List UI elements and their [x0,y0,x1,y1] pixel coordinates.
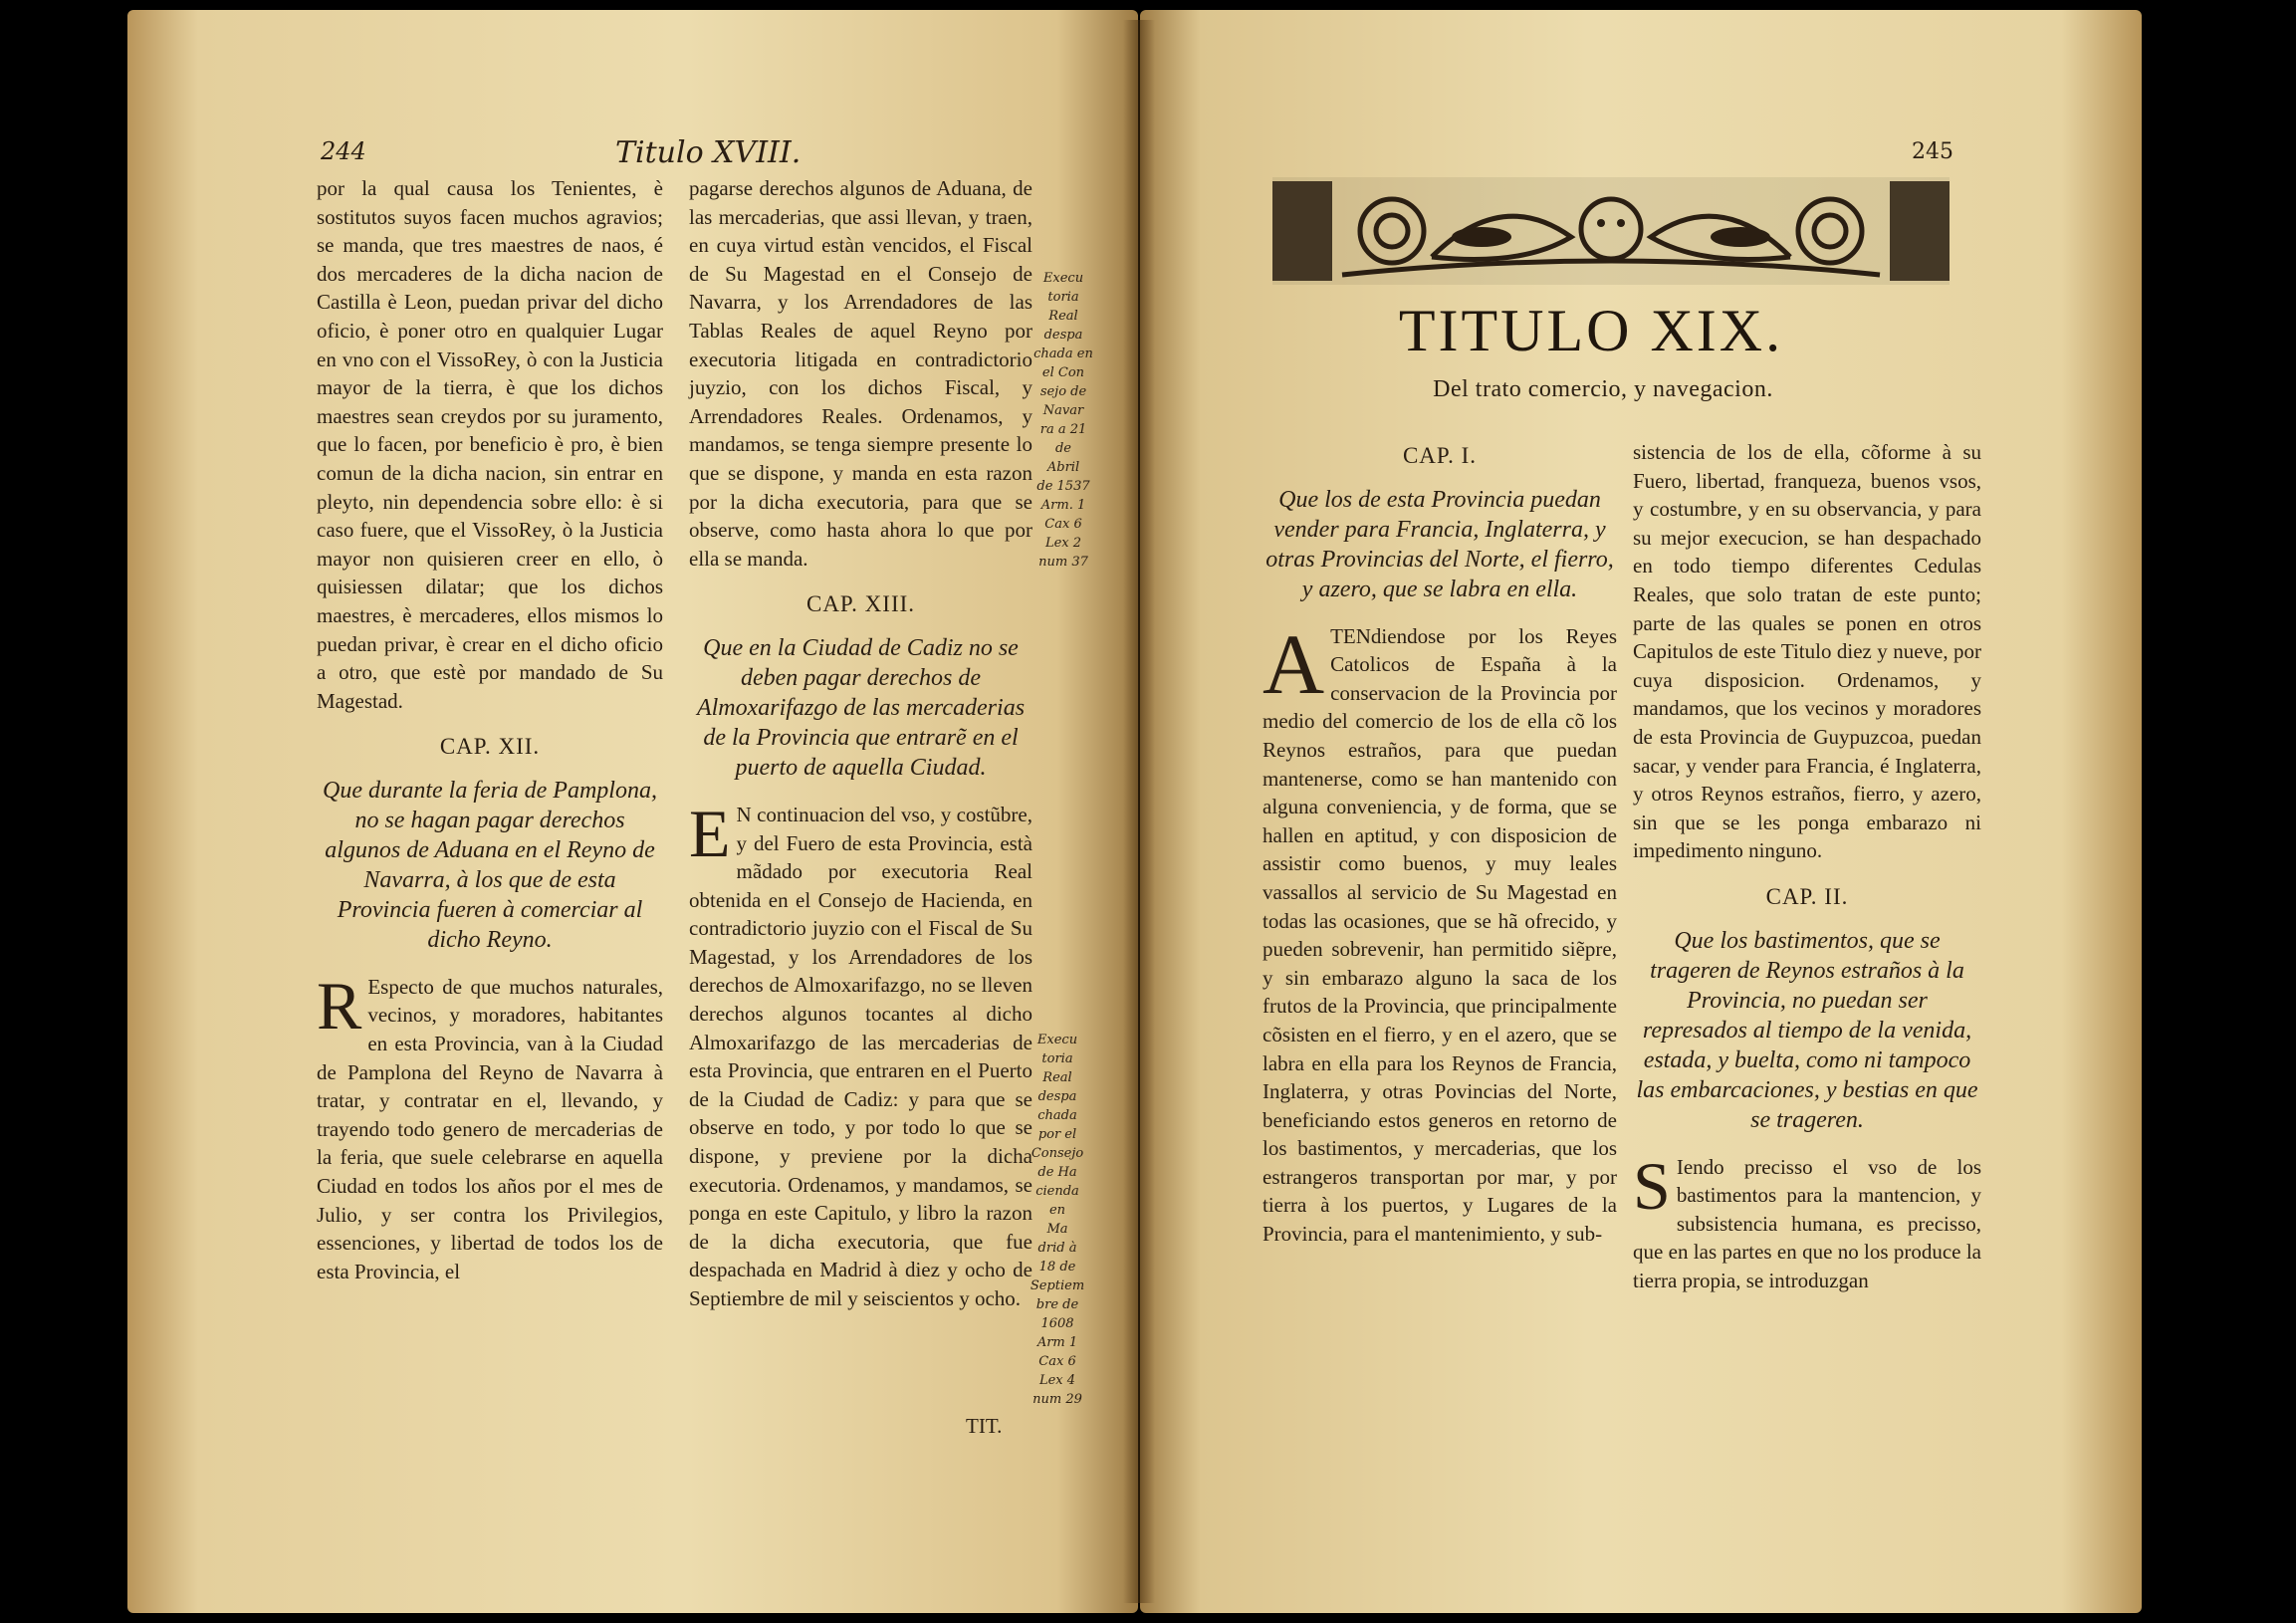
chapter-heading-12: CAP. XII. [439,734,541,760]
catchword: TIT. [966,1414,1003,1438]
chapter-text-1: TENdiendose por los Reyes Catolicos de España à la conservacion de la Provincia por medio del comercio de los de ella cõ los Reynos estraños, para que puedan mantenerse, como se han mantenido con alguna conveniencia, y de forma, que se hallen en aptitud, y con disposicion de assistir como buenos, y muy leales vassallos al servicio de Su Magestad en todas las ocasiones, que se hã ofrecido, y pueden sobrevenir, han permitido siẽpre, y sin embarazo alguno la saca de los frutos de la Provincia, que principalmente cõsisten en el fierro, y en el azero, que se labra en ella para los Reynos de Francia, Inglaterra, y otras Povincias del Norte, beneficiando estos generos en retorno de los bastimentos, y mercaderias, que los estrangeros transportan por mar, y por tierra à los puertos, y Lugares de la Provincia, para el mantenimiento, y sub- [1263,623,1617,1247]
right-column-2 [1633,438,1981,1294]
decorative-headpiece [1272,177,1950,285]
chapter-heading-13: CAP. XIII. [805,591,916,617]
chapter-body-13 [689,795,1033,1313]
chapter-heading-1: CAP. I. [1402,443,1478,468]
chapter-summary-2: Que los bastimentos, que se trageren de Reynos estraños à la Provincia, no puedan ser represados al tiempo de la venida, estada, y buelta, como ni tampoco las embarcaciones, y bestias en que se trageren. [1636,927,1978,1133]
chapter-body-12 [317,967,663,1286]
margin-note-1: Execu toria Real despa chada en el Con sejo de Navar ra a 21 de Abril de 1537 Arm. 1 Cax 6 Lex 2 num 37 [1033,271,1093,570]
book-gutter [1123,20,1155,1603]
running-title: Titulo XVIII. [615,135,802,170]
drop-cap: S [1633,1147,1671,1224]
chapter-summary-13: Que en la Ciudad de Cadiz no se deben pagar derechos de Almoxarifazgo de las mercaderias de la Provincia que entrarẽ en el puerto de aquella Ciudad. [696,634,1026,781]
chapter-text-13: N continuacion del vso, y costũbre, y del Fuero de esta Provincia, està mãdado por executoria Real obtenida en el Consejo de Hacienda, en contradictorio juyzio con el Fiscal de Su Magestad, y los Arrendadores de los derechos de Almoxarifazgo, no se lleven derechos algunos tocantes al dicho Almoxarifazgo de las mercaderias de esta Provincia, que entraren en el Puerto de la Ciudad de Cadiz: y para que se observe en todo, y por todo lo que se dispone, y previene por la dicha executoria. Ordenamos, y mandamos, se ponga en este Capitulo, y libro la razon de la dicha executoria, que fue despachada en Madrid à diez y ocho de Septiembre de mil y seiscientos y ocho. [689,802,1033,1310]
chapter-body-2 [1633,1147,1981,1295]
chapter-summary-12: Que durante la feria de Pamplona, no se hagan pagar derechos algunos de Aduana en el Reyno de Navarra, à los que de esta Provincia fueren à comerciar al dicho Reyno. [323,777,657,953]
left-page-number: 244 [321,137,366,165]
right-page-number: 245 [1912,139,1953,164]
drop-cap: A [1263,615,1325,712]
right-column-1 [1263,430,1617,1249]
drop-cap: E [689,795,731,871]
chapter-body-1 [1263,615,1617,1249]
section-subtitle: Del trato comercio, y navegacion. [1433,376,1773,402]
continued-text: por la qual causa los Tenientes, è sostitutos suyos facen muchos agravios; se manda, que tres maestres de naos, é dos mercaderes de la dicha nacion de Castilla è Leon, puedan privar del dicho oficio, è poner otro en qualquier Lugar en vno con el VissoRey, ò con la Justicia mayor de la tierra, è que los dichos maestres sean creydos por su juramento, que lo facen, por beneficio è pro, è bien comun de la dicha nacion, sin entrar en pleyto, nin dependencia sobre ello: è si caso fuere, que el VissoRey, ò la Justicia mayor non quisieren creer en ello, ò quisiessen dilatar; que los dichos maestres, è mercaderes, ellos mismos lo puedan privar, è crear en el dicho oficio a otro, que estè por mandado de Su Magestad. [317,176,663,713]
section-title: TITULO XIX. [1398,298,1784,363]
chapter-heading-2: CAP. II. [1765,883,1849,909]
drop-cap: R [317,967,362,1043]
chapter-text-2: Iendo precisso el vso de los bastimentos para la mantencion, y subsistencia humana, es precisso, que en las partes en que no los produce la tierra propia, se introduzgan [1633,1154,1981,1292]
chapter-summary-1: Que los de esta Provincia puedan vender para Francia, Inglaterra, y otras Provincias del Norte, el fierro, y azero, que se labra en ella. [1265,486,1614,602]
margin-note-2: Execu toria Real despa chada por el Consejo de Ha cienda en Ma drid à 18 de Septiem bre de 1608 Arm 1 Cax 6 Lex 4 num 29 [1030,1033,1085,1407]
chapter-text-12: Especto de que muchos naturales, vecinos, y moradores, habitantes en esta Provincia, van à la Ciudad de Pamplona del Reyno de Navarra à tratar, y contratar en el, llevando, y trayendo todo genero de mercaderias de la feria, que suele celebrarse en aquella Ciudad en todos los años por el mes de Julio, y ser contra los Privilegios, essenciones, y libertad de todos los de esta Provincia, el [317,974,663,1283]
left-column-1 [317,174,663,1285]
continued-text: pagarse derechos algunos de Aduana, de las mercaderias, que assi llevan, y traen, en cuya virtud estàn vencidos, el Fiscal de Su Magestad en el Consejo de Navarra, y los Arrendadores de las Tablas Reales de aquel Reyno por executoria litigada en contradictorio juyzio, con los dichos Fiscal, y Arrendadores Reales. Ordenamos, y mandamos, se tenga siempre presente lo que se dispone, y manda en esta razon por la dicha executoria, para que se observe, como hasta ahora lo que por ella se manda. [689,176,1033,571]
left-column-2 [689,174,1033,1313]
continued-text: sistencia de los de ella, cõforme à su Fuero, libertad, franqueza, buenos vsos, y costumbre, y en su observancia, y para su mejor execucion, se han despachado en todo tiempo diferentes Cedulas Reales, que solo tratan de este punto; parte de las quales se ponen en otros Capitulos de este Titulo diez y nueve, por cuya disposicion. Ordenamos, y mandamos, que los vecinos y moradores de esta Provincia de Guypuzcoa, puedan sacar, y vender para Francia, é Inglaterra, y otros Reynos estraños, fierro, y azero, sin que se les ponga embarazo ni impedimento ninguno. [1633,440,1981,863]
